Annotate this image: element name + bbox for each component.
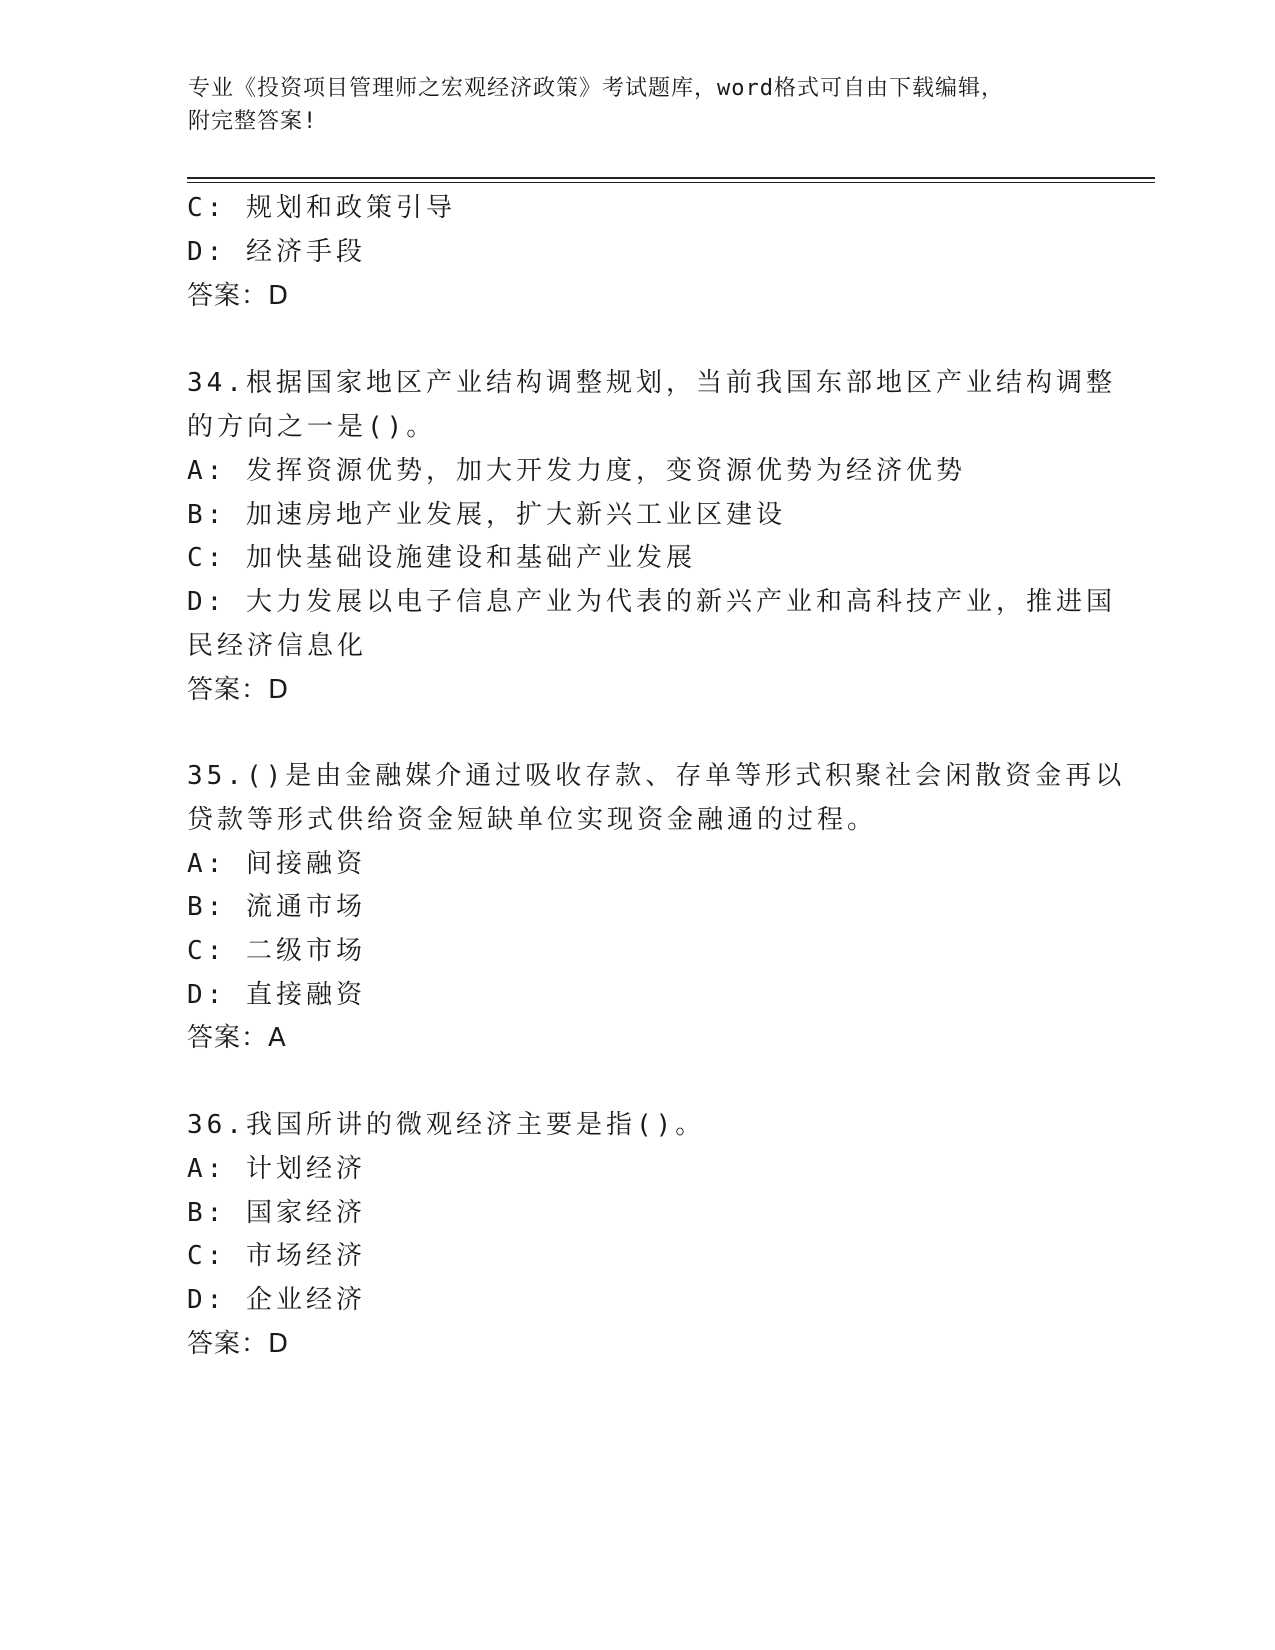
q36-stem: 36.我国所讲的微观经济主要是指()。 [187,1110,706,1140]
q34-option-d-line-2: 民经济信息化 [187,631,368,661]
header-divider-thick [187,177,1155,179]
header-line-2: 附完整答案! [188,109,318,134]
header-divider-thin [187,182,1155,183]
q36-option-a: A: 计划经济 [187,1154,366,1184]
prev-option-c: C: 规划和政策引导 [187,193,456,223]
q35-option-b: B: 流通市场 [187,892,366,922]
q34-stem-line-1: 34.根据国家地区产业结构调整规划，当前我国东部地区产业结构调整 [187,368,1116,398]
prev-option-d: D: 经济手段 [187,237,366,267]
q34-stem-line-2: 的方向之一是()。 [187,412,437,442]
q34-option-d-line-1: D: 大力发展以电子信息产业为代表的新兴产业和高科技产业，推进国 [187,587,1116,617]
q35-option-a: A: 间接融资 [187,849,366,879]
q36-option-b: B: 国家经济 [187,1198,366,1228]
document-header [188,72,1108,138]
q35-stem-line-1: 35.()是由金融媒介通过吸收存款、存单等形式积聚社会闲散资金再以 [187,761,1126,791]
q36-answer: 答案：D [187,1329,290,1359]
header-line-1: 专业《投资项目管理师之宏观经济政策》考试题库，word格式可自由下载编辑， [188,76,1004,101]
q34-option-a: A: 发挥资源优势，加大开发力度，变资源优势为经济优势 [187,456,966,486]
q36-option-c: C: 市场经济 [187,1241,366,1271]
prev-answer: 答案：D [187,281,290,311]
q34-option-c: C: 加快基础设施建设和基础产业发展 [187,543,696,573]
q34-answer: 答案：D [187,675,290,705]
q35-stem-line-2: 贷款等形式供给资金短缺单位实现资金融通的过程。 [187,805,878,835]
q34-option-b: B: 加速房地产业发展，扩大新兴工业区建设 [187,500,786,530]
q35-option-c: C: 二级市场 [187,936,366,966]
q35-answer: 答案：A [187,1023,287,1053]
q36-option-d: D: 企业经济 [187,1285,366,1315]
q35-option-d: D: 直接融资 [187,980,366,1010]
